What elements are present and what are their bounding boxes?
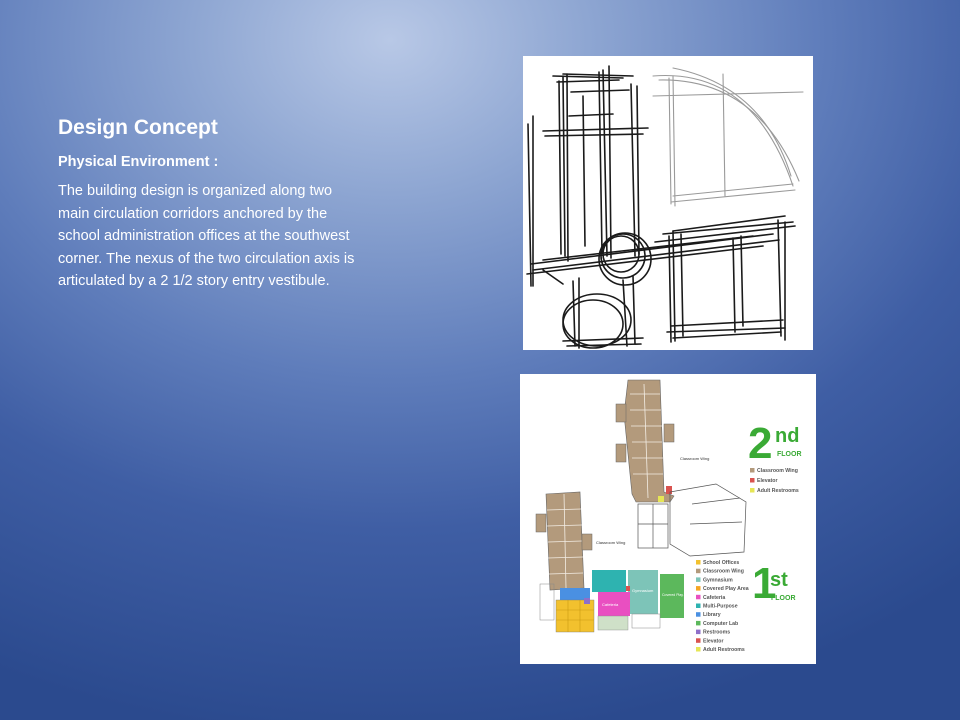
first-floor-label: FLOOR [771,595,796,602]
second-floor-suffix: nd [775,425,800,447]
label-covered-play-area: Covered Play Area [662,593,692,597]
legend-swatch [696,630,701,635]
first-floor-number: 1 [752,559,775,608]
legend-label: Covered Play Area [703,586,749,593]
legend-label: Restrooms [703,629,731,636]
label-cafeteria: Cafeteria [602,602,619,607]
legend-swatch [750,468,755,473]
legend-swatch [750,478,755,483]
legend-label: Classroom Wing [703,568,744,575]
legend-swatch [696,577,701,582]
floor-plan-diagram [520,374,816,664]
legend-label: Elevator [757,478,778,484]
first-floor-heading [752,559,796,608]
legend-swatch [696,638,701,643]
label-classroom-wing-lower: Classroom Wing [596,540,626,545]
legend-label: Multi-Purpose [703,603,738,610]
legend-swatch [696,560,701,565]
second-floor-label: FLOOR [777,451,802,458]
legend-swatch [750,488,755,493]
legend-swatch [696,595,701,600]
legend-label: Library [703,612,721,619]
first-floor-legend [696,560,749,653]
slide-title: Design Concept [58,116,218,139]
floor-plan-image [520,374,816,664]
first-floor-suffix: st [770,569,788,591]
legend-label: Computer Lab [703,620,739,627]
legend-label: Adult Restrooms [757,488,799,494]
concept-sketch-image [523,56,813,350]
legend-label: School Offices [703,560,740,566]
legend-swatch [696,569,701,574]
upper-classroom-wing [616,380,709,502]
legend-swatch [696,586,701,591]
legend-label: Gymnasium [703,577,733,584]
slide-subtitle: Physical Environment : [58,154,219,170]
legend-label: Cafeteria [703,594,726,601]
legend-label: Elevator [703,638,724,645]
second-floor-heading [748,419,802,468]
second-floor-legend [750,468,799,494]
text-block [58,116,358,293]
legend-label: Adult Restrooms [703,647,745,653]
legend-swatch [696,621,701,626]
legend-label: Classroom Wing [757,468,798,474]
label-gymnasium: Gymnasium [632,588,654,593]
slide-body: The building design is organized along two main circulation corridors anchored by the school administration offices at the southwest corner. The nexus of the two circulation axis is articulated by a 2 1/2 story entry vestibule. [58,183,355,289]
label-classroom-wing-upper: Classroom Wing [680,456,710,461]
legend-swatch [696,647,701,652]
legend-swatch [696,612,701,617]
second-floor-number: 2 [748,419,771,468]
concept-sketch [523,56,813,350]
legend-swatch [696,604,701,609]
